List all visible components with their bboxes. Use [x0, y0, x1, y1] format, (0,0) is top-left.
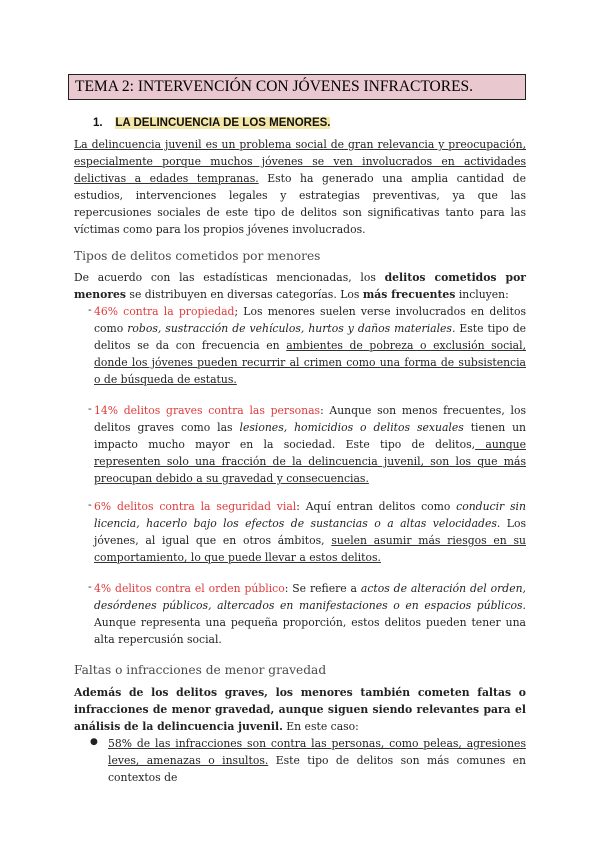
list-item — [94, 402, 526, 487]
item-highlight: 46% contra la propiedad — [94, 305, 235, 318]
section-heading — [93, 117, 330, 129]
tipos-intro-b: delitos cometidos por menores — [74, 271, 526, 301]
item-underlined: aunque representen solo una fracción de la delincuencia juvenil, son los que más preocupan debido a su gravedad y consecuencias. — [94, 438, 526, 485]
section-number: 1. — [93, 117, 103, 129]
intro-underlined: La delincuencia juvenil es un problema social de gran relevancia y preocupación, especialmente porque muchos jóvenes se ven involucrados en actividades delictivas a edades tempranas. — [74, 138, 526, 185]
list-marker: - — [88, 580, 92, 593]
item-text: ; Los menores suelen verse involucrados en delitos como — [94, 305, 526, 335]
item-text: Este tipo de delitos se da con frecuencia en — [94, 322, 526, 352]
item-italic: conducir sin licencia, hacerlo bajo los efectos de sustancias o a altas velocidades. — [94, 500, 526, 530]
item-text: : Aunque son menos frecuentes, los delitos graves como las — [94, 404, 526, 434]
tipos-intro-a: De acuerdo con las estadísticas mencionadas, los — [74, 271, 385, 284]
item-text: Aunque representa una pequeña proporción, estos delitos pueden tener una alta repercusión social. — [94, 616, 526, 646]
faltas-intro-rest: En este caso: — [282, 720, 359, 733]
item-highlight: 4% delitos contra el orden público — [94, 582, 285, 595]
intro-paragraph — [74, 136, 526, 238]
item-underlined: ambientes de pobreza o exclusión social, donde los jóvenes pueden recurrir al crimen como una forma de subsistencia o de búsqueda de estatus. — [94, 339, 526, 386]
section-title: LA DELINCUENCIA DE LOS MENORES. — [115, 117, 331, 129]
tipos-intro-e: incluyen: — [455, 288, 509, 301]
faltas-heading: Faltas o infracciones de menor gravedad — [74, 663, 327, 677]
faltas-intro-bold: Además de los delitos graves, los menores también cometen faltas o infracciones de menor gravedad, aunque siguen siendo relevantes para el análisis de la delincuencia juvenil. — [74, 686, 526, 733]
faltas-intro — [74, 684, 526, 735]
list-item — [108, 735, 526, 786]
list-item — [94, 580, 526, 648]
item-text: Los jóvenes, al igual que en otros ámbitos, — [94, 517, 526, 547]
document-title: TEMA 2: INTERVENCIÓN CON JÓVENES INFRACTORES. — [68, 74, 526, 100]
tipos-heading: Tipos de delitos cometidos por menores — [74, 249, 321, 263]
item-underlined: suelen asumir más riesgos en su comportamiento, lo que puede llevar a estos delitos. — [94, 534, 526, 564]
item-highlight: 14% delitos graves contra las personas — [94, 404, 321, 417]
tipos-intro — [74, 269, 526, 303]
tipos-intro-d: más frecuentes — [362, 288, 456, 301]
list-item — [94, 498, 526, 566]
list-item — [94, 303, 526, 388]
list-marker: - — [88, 402, 92, 415]
item-text: tienen un impacto mucho mayor en la sociedad. Este tipo de delitos, — [94, 421, 526, 451]
item-italic: actos de alteración del orden, desórdenes públicos, altercados en manifestaciones o en espacios públicos. — [94, 582, 526, 612]
item-underlined: 58% de las infracciones son contra las personas, como peleas, agresiones leves, amenazas o insultos. — [108, 737, 526, 767]
bullet-dot: ● — [90, 737, 98, 747]
list-marker: - — [88, 498, 92, 511]
item-text: : Se refiere a — [284, 582, 361, 595]
item-text: : Aquí entran delitos como — [296, 500, 457, 513]
item-text: Este tipo de delitos son más comunes en contextos de — [108, 754, 526, 784]
item-italic: robos, sustracción de vehículos, hurtos y daños materiales. — [127, 322, 456, 335]
tipos-intro-c: se distribuyen en diversas categorías. Los — [125, 288, 363, 301]
intro-rest: Esto ha generado una amplia cantidad de estudios, intervenciones legales y estrategias preventivas, ya que las repercusiones sociales de este tipo de delitos son significativas tanto para las víctimas como para los propios jóvenes involucrados. — [74, 172, 526, 236]
item-highlight: 6% delitos contra la seguridad vial — [94, 500, 297, 513]
item-italic: lesiones, homicidios o delitos sexuales — [239, 421, 464, 434]
list-marker: - — [88, 303, 92, 316]
